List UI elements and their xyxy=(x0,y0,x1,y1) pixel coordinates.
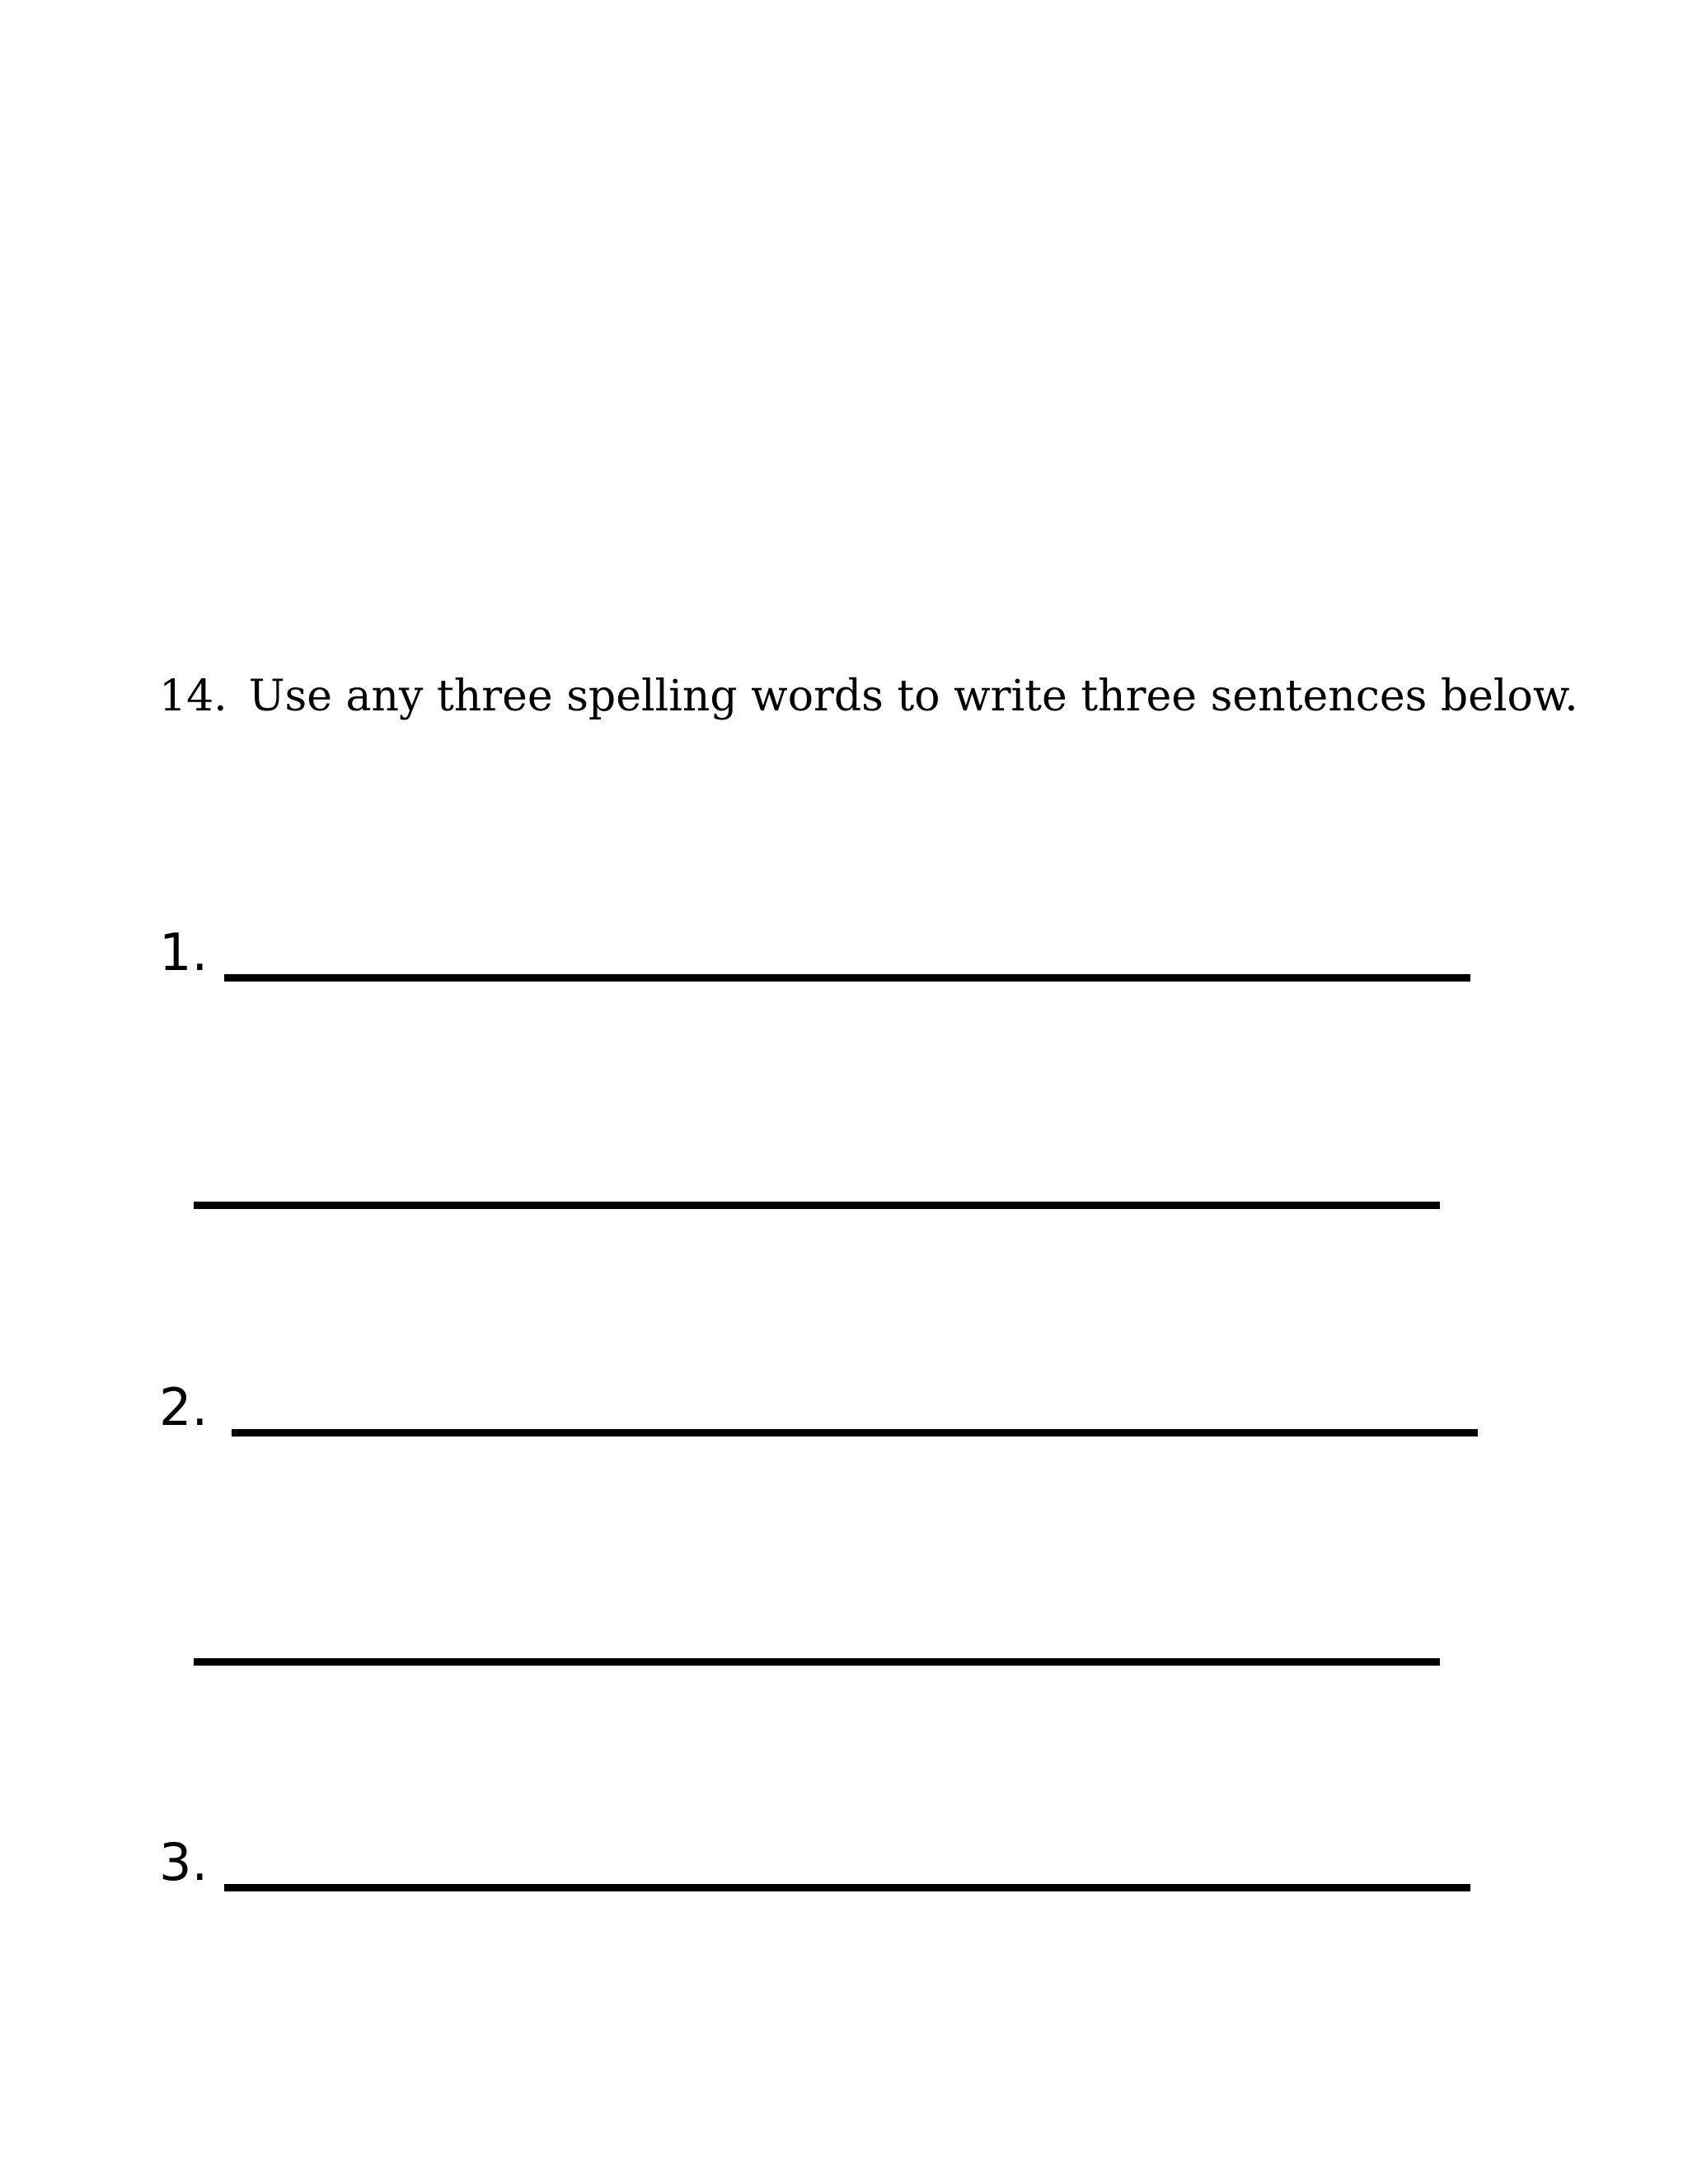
answer-line-3a[interactable] xyxy=(224,1884,1470,1891)
answer-label-2: 2. xyxy=(159,1377,209,1437)
question-instruction xyxy=(159,670,1578,723)
answer-label-1: 1. xyxy=(159,922,209,982)
answer-line-2a[interactable] xyxy=(232,1429,1478,1436)
answer-label-3: 3. xyxy=(159,1832,209,1892)
answer-line-1a[interactable] xyxy=(224,974,1470,982)
question-number: 14. xyxy=(159,672,227,721)
answer-line-1b[interactable] xyxy=(194,1202,1440,1209)
answer-line-2b[interactable] xyxy=(194,1658,1440,1666)
question-text: Use any three spelling words to write three sentences below. xyxy=(248,672,1578,721)
